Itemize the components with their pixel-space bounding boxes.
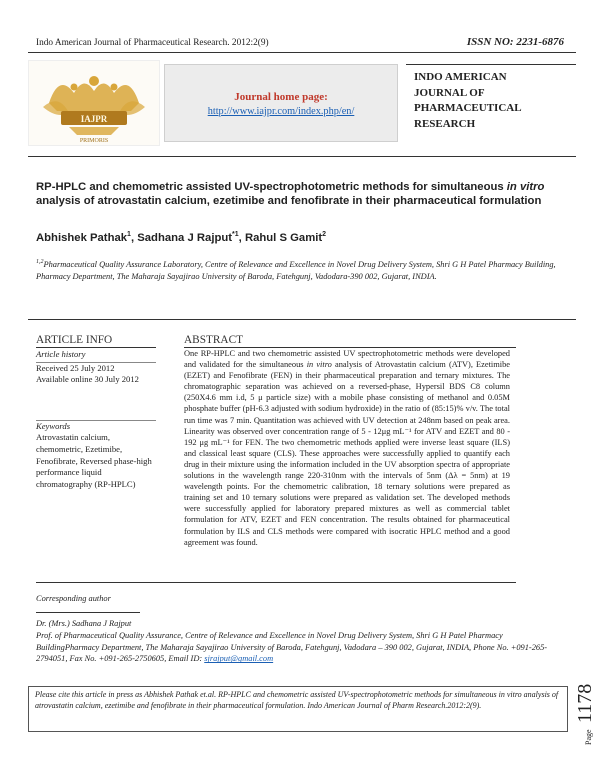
received-date: Received 25 July 2012 — [36, 362, 115, 373]
journal-name-line: RESEARCH — [414, 117, 476, 130]
author-name: Rahul S Gamit — [244, 231, 323, 244]
issn-number: ISSN NO: 2231-6876 — [466, 36, 564, 48]
home-url-link[interactable]: http://www.iajpr.com/index.php/en/ — [207, 106, 355, 117]
author-name: Sadhana J Rajput — [137, 231, 233, 244]
history-label: Article history — [36, 349, 86, 359]
journal-name-line: JOURNAL OF — [414, 86, 485, 99]
journal-name — [414, 70, 564, 132]
article-info-rule — [36, 347, 156, 348]
journal-logo — [28, 60, 160, 146]
logo-text: IAJPR — [80, 114, 108, 124]
affiliation-rule — [28, 319, 576, 320]
journal-name-line: PHARMACEUTICAL — [414, 102, 522, 114]
journal-name-line: INDO AMERICAN — [414, 71, 507, 83]
banner-bottom-rule — [28, 156, 576, 157]
corresponding-rule — [36, 612, 140, 613]
abstract-bottom-rule — [36, 582, 516, 583]
home-label: Journal home page: — [234, 91, 328, 103]
available-date: Available online 30 July 2012 — [36, 374, 139, 385]
page-number — [560, 658, 600, 768]
corresponding-name: Dr. (Mrs.) Sadhana J Rajput — [36, 619, 132, 628]
article-info-body — [36, 349, 156, 490]
citation-box: Please cite this article in press as Abhishek Pathak et.al. RP-HPLC and chemometric assisted UV-spectrophotometric methods for simultaneous in vitro analysis of atrovastatin calcium, ezetimibe and fenofibrate in their pharmaceutical formulation. Indo American Journal of Pharm Research.2012:2(9). — [28, 686, 568, 732]
author-list: Abhishek Pathak$^1$, Sadhana J Rajput$^{*1}$, Rahul S Gamit$^2$ — [36, 231, 327, 244]
corresponding-label: Corresponding author — [36, 594, 111, 603]
crown-logo-icon — [39, 63, 149, 143]
header-rule — [28, 52, 576, 53]
affiliation: $^{1,2}$Pharmaceutical Quality Assurance Laboratory, Centre of Relevance and Excellence in Novel Drug Delivery System, Shri G H Patel Pharmacy Building, Pharmacy Department, The Maharaja Sayajirao University of Baroda, Fatehgunj, Vadodara-390 002, Gujarat, INDIA. — [36, 259, 556, 281]
page-label: Page — [584, 729, 593, 745]
journal-home-box — [164, 64, 398, 142]
journal-name-top-rule — [406, 64, 576, 65]
keywords-label: Keywords — [36, 420, 71, 431]
abstract-body: One RP-HPLC and two chemometric assisted UV spectrophotometric methods were developed and validated for the simultaneous in vitro analysis of Atrovastatin calcium (ATV), Ezetimibe (EZET) and Fenofibrate (FEN) in their pharmaceutical preparation and ternary mixtures. The chromatographic separation was achieved on a reversed-phase, Hypersil BDS C8 column (250X4.6 mm i.d, 5 μ particle size) with a mobile phase consisting of methanol and 0.05M phosphate buffer (pH-6.3 adjusted with sodium hydroxide) in the ratio of (85:15)% v/v. The total run time was 7 min. Quantitation was achieved with UV detection at 248nm based on peak area. Linearity was observed over concentration range of 5 - 12μg mL⁻¹ for ATV and EZET and 80 - 192 μg mL⁻¹ for FEN. The two chemometric methods applied were inverse least square (ILS) and classical least square (CLS). These approaches were successfully applied to quantify each drug in their mixture using the information included in the UV absorption spectra of appropriate solutions in the wavelength range 220-310nm with the intervals of 5nm (Δλ = 5nm) at 19 wavelength points. For the chemometric calibration, 18 ternary solutions were prepared as training set and 10 ternary solutions were prepared as validation set. The developed methods were successfully applied for laboratory prepared mixtures as well as commercial tablet formulation for ATV, EZET and FEN concentration. The results obtained for pharmaceutical formulation by ILS and CLS methods were compared with isocratic HPLC method and a good agreement was found. — [184, 349, 511, 547]
abstract-heading: ABSTRACT — [184, 334, 244, 346]
page-number-value: 1178 — [574, 683, 596, 723]
article-info-heading: ARTICLE INFO — [36, 334, 113, 346]
keywords: Atrovastatin calcium, chemometric, Ezetimibe, Fenofibrate, Reversed phase-high performance liquid chromatography (RP-HPLC) — [36, 432, 152, 489]
running-title: Indo American Journal of Pharmaceutical Research. 2012:2(9) — [36, 38, 269, 48]
author-name: Abhishek Pathak — [36, 231, 128, 244]
article-title: RP-HPLC and chemometric assisted UV-spectrophotometric methods for simultaneous in vitro analysis of atrovastatin calcium, ezetimibe and fenofibrate in their pharmaceutical formulation — [36, 181, 545, 207]
logo-subtext: PRIMORIS — [79, 138, 109, 143]
corresponding-details: Dr. (Mrs.) Sadhana J Rajput Prof. of Pharmaceutical Quality Assurance, Centre of Relevance and Excellence in Novel Drug Delivery System, Shri G H Patel Pharmacy BuildingPharmacy Department, The Maharaja Sayajirao University of Baroda, Fatehgunj, Vadodara – 390 002, Gujarat, INDIA, Phone No. +091-265-2794051, Fax No. +091-265-2750605, Email ID: sjrajput@gmail.com — [36, 618, 566, 665]
email-link[interactable]: sjrajput@gmail.com — [204, 654, 274, 664]
